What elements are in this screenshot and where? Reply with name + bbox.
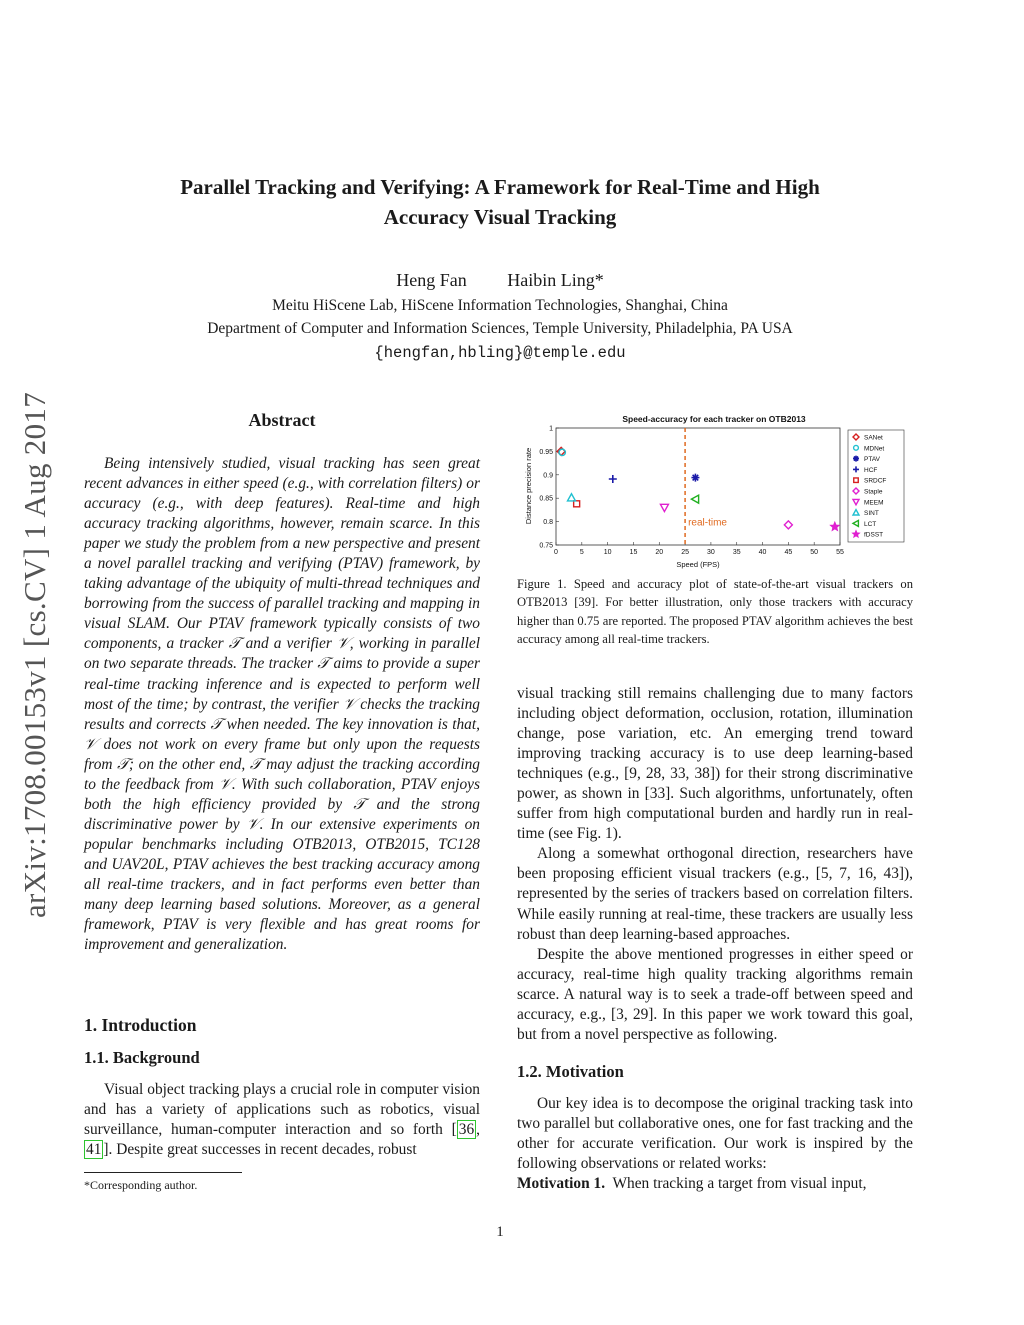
intro-paragraph: visual tracking still remains challenging due to many factors including object deformation, occlusion, rotation, illumination change, pose variation, etc. An emerging trend toward improving tracking accuracy is to use deep learning-based techniques (e.g., [9, 28, 33, 38]) for their strong discriminative power, as shown in [33]. Such algorithms, unfortunately, often suffer from high computational burden and hardly run in real-time (see Fig. 1). [517, 685, 913, 843]
x-tick-label: 20 [655, 549, 664, 556]
y-tick-label: 0.9 [543, 472, 553, 480]
x-tick-label: 25 [681, 549, 689, 556]
legend-label: MDNet [864, 445, 885, 453]
section-1-2-heading: 1.2. Motivation [517, 1062, 624, 1081]
figure-1-caption: Figure 1. Speed and accuracy plot of state-of-the-art visual trackers on OTB2013 [39]. For better illustration, only those trackers with accuracy higher than 0.75 are reported. The proposed PTAV algorithm achieves the best accuracy among all real-time trackers. [517, 577, 913, 646]
background-text-a: Visual object tracking plays a crucial role in computer vision and has a variety of applications such as robotics, visual surveillance, human-computer interaction and so forth [ [84, 1081, 480, 1139]
footnote: *Corresponding author. [84, 1178, 198, 1192]
abstract-heading: Abstract [248, 410, 316, 430]
data-point-ptav [691, 474, 699, 482]
x-tick-label: 15 [629, 549, 638, 556]
y-axis-label: Distance precision rate [524, 447, 533, 525]
arxiv-stamp [5, 355, 65, 955]
x-tick-label: 40 [758, 549, 767, 556]
motivation-label: Motivation 1. [517, 1175, 606, 1193]
realtime-label: real-time [688, 517, 727, 529]
x-tick-label: 50 [810, 549, 819, 556]
x-tick-label: 35 [732, 549, 741, 556]
y-tick-label: 0.95 [539, 448, 553, 456]
x-tick-label: 10 [603, 549, 612, 556]
data-point-fdsst [831, 523, 839, 530]
page-number: 1 [496, 1224, 504, 1240]
x-tick-label: 55 [836, 549, 844, 556]
citation-link[interactable]: 36 [458, 1121, 475, 1139]
legend-label: SANet [864, 434, 883, 442]
legend-label: fDSST [864, 531, 884, 539]
authors [100, 270, 900, 291]
data-point-sint [567, 494, 575, 501]
chart-legend [848, 430, 904, 542]
background-paragraph: Visual object tracking plays a crucial role in computer vision and has a variety of applications such as robotics, visual surveillance, human-computer interaction and so forth [ 36 , 41 ]. Despite great successes in recent decades, robust [84, 1081, 480, 1159]
section-1-heading: 1. Introduction [84, 1015, 197, 1035]
y-tick-label: 0.85 [539, 495, 553, 503]
legend-label: MEEM [864, 499, 884, 507]
data-point-staple [784, 521, 792, 529]
motivation-text: When tracking a target from visual input, [612, 1175, 867, 1193]
legend-marker [853, 456, 859, 462]
motivation-paragraph: Our key idea is to decompose the original tracking task into two parallel but collaborative ones, one for fast tracking and the other for accurate verification. Our work is inspired by the following observations or related works: [517, 1095, 913, 1173]
affiliation-1: Meitu HiScene Lab, HiScene Information Technologies, Shanghai, China [272, 297, 728, 314]
citation-link[interactable]: 41 [86, 1141, 102, 1159]
y-tick-label: 0.75 [539, 542, 553, 550]
author-2: Haibin Ling* [507, 270, 604, 290]
data-point-hcf [609, 475, 617, 483]
y-tick-label: 0.8 [543, 519, 553, 527]
footnote-rule [84, 1172, 242, 1173]
intro-paragraph: Despite the above mentioned progresses in either speed or accuracy, real-time high quality tracking algorithms remain scarce. A natural way is to seek a trade-off between speed and accuracy, e.g., [3, 29]. In this paper we work toward this goal, but from a novel perspective as following. [517, 945, 913, 1043]
data-point-lct [691, 495, 698, 503]
x-tick-label: 0 [554, 549, 558, 556]
right-column-body [517, 684, 913, 1045]
speed-accuracy-chart [520, 412, 910, 572]
paper-title [100, 172, 900, 232]
x-tick-label: 30 [707, 549, 715, 556]
x-tick-label: 45 [784, 549, 793, 556]
x-axis-label: Speed (FPS) [676, 560, 720, 569]
legend-label: LCT [864, 520, 877, 528]
figure-1 [520, 412, 910, 572]
x-tick-label: 5 [579, 549, 584, 556]
author-email: {hengfan,hbling}@temple.edu [374, 344, 626, 362]
author-1: Heng Fan [396, 270, 467, 290]
background-text-b: ]. Despite great successes in recent decades, robust [103, 1141, 417, 1159]
legend-label: Staple [864, 488, 883, 496]
section-1-1-heading: 1.1. Background [84, 1048, 200, 1067]
legend-label: HCF [864, 466, 878, 474]
intro-paragraph: Along a somewhat orthogonal direction, researchers have been proposing efficient visual trackers (e.g., [5, 7, 16, 43]), represented by the series of trackers based on correlation filters. While easily running at real-time, these trackers are usually less robust than deep learning-based approaches. [517, 845, 913, 943]
data-point-meem [660, 504, 668, 511]
title-line-1: Parallel Tracking and Verifying: A Framework for Real-Time and High [180, 175, 820, 199]
abstract-text: Being intensively studied, visual tracking has seen great recent advances in either speed (e.g., with correlation filters) or accuracy (e.g., with deep features). Real-time and high accuracy tracking algorithms, however, remain scarce. In this paper we study the problem from a new perspective and present a novel parallel tracking and verifying (PTAV) framework, by taking advantage of the ubiquity of multi-thread techniques and borrowing from the success of parallel tracking and mapping in visual SLAM. Our PTAV framework typically consists of two components, a tracker 𝒯 and a verifier 𝒱, working in parallel on two separate threads. The tracker 𝒯 aims to provide a super real-time tracking inference and is expected to perform well most of the time; by contrast, the verifier 𝒱 checks the tracking results and corrects 𝒯 when needed. The key innovation is that, 𝒱 does not work on every frame but only upon the requests from 𝒯; on the other end, 𝒯 may adjust the tracking according to the feedback from 𝒱. With such collaboration, PTAV enjoys both the high efficiency provided by 𝒯 and the strong discriminative power by 𝒱. In our extensive experiments on popular benchmarks including OTB2013, OTB2015, TC128 and UAV20L, PTAV achieves the best tracking accuracy among all real-time trackers, and in fact performs even better than many deep learning based solutions. Moreover, as a general framework, PTAV is very flexible and has great rooms for improvement and generalization. [84, 455, 480, 954]
title-line-2: Accuracy Visual Tracking [383, 205, 617, 229]
legend-label: PTAV [864, 456, 881, 464]
y-tick-label: 1 [549, 425, 553, 433]
motivation-body [517, 1094, 913, 1194]
legend-label: SINT [864, 510, 879, 518]
chart-title: Speed-accuracy for each tracker on OTB2013 [622, 414, 806, 424]
affiliation-2: Department of Computer and Information Sciences, Temple University, Philadelphia, PA USA [207, 320, 793, 337]
legend-label: SRDCF [864, 477, 887, 485]
data-point-srdcf [574, 501, 580, 507]
arxiv-stamp-text: arXiv:1708.00153v1 [cs.CV] 1 Aug 2017 [17, 391, 52, 919]
